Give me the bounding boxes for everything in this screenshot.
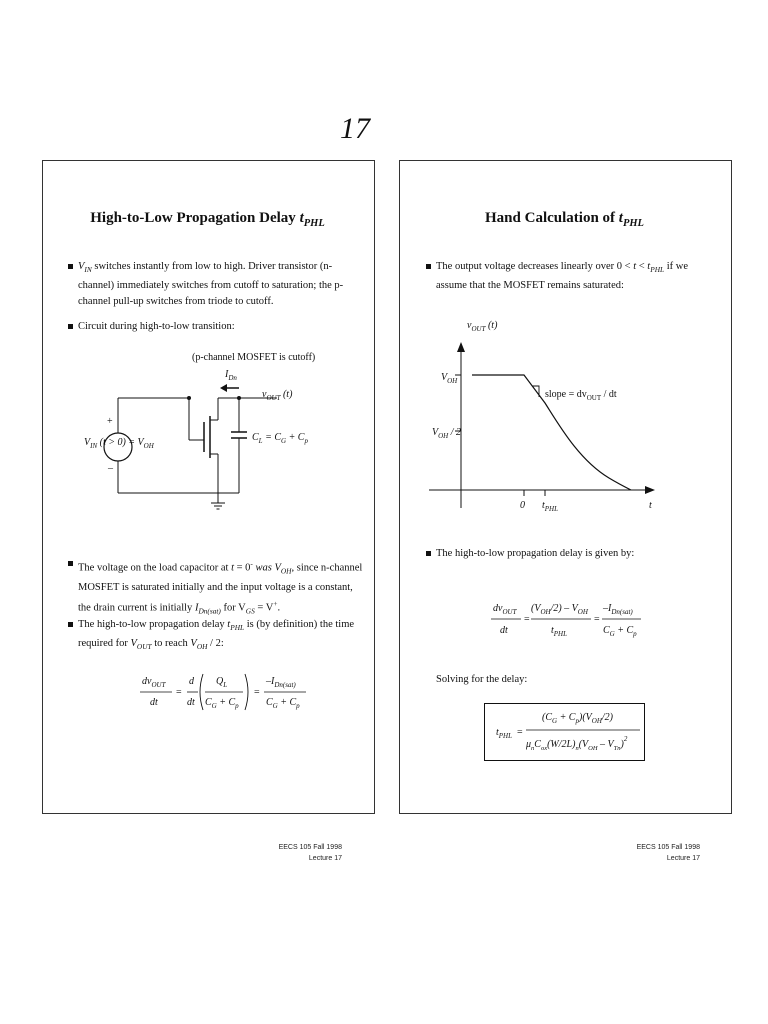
eq-q: $Q_L$ [216,676,228,689]
solving-text: Solving for the delay: [436,674,528,685]
right-slide-title: Hand Calculation of $t_{PHL}$ [485,210,644,229]
x-axis-arrowhead [645,486,655,494]
vin-label: $V_{IN}$ $(t > 0) = V_{OH}$ [84,437,154,450]
eq1-mid-den: $t_{PHL}$ [551,625,568,638]
eq2-equals: = [517,727,523,738]
eq-lhs-den: dt [150,697,158,708]
cutoff-label: (p-channel MOSFET is cutoff) [192,352,316,363]
eq1-lhs-den: dt [500,625,508,636]
eq-equals-1: = [176,687,182,698]
cap-label: $C_L = C_G + C_p$ [252,432,308,445]
current-label: $I_{Dn}$ [225,369,237,382]
x-t-label: t [649,500,652,511]
eq1-equals-2: = [594,614,600,625]
right-bullet-1: The output voltage decreases linearly over $0 < t < t_{PHL}$ if we assume that the MOSFET remains saturated: [436,259,706,294]
y-axis-label: $v_{OUT}$ (t) [467,320,498,333]
eq-equals-2: = [254,687,260,698]
eq-rhs-den: $C_G + C_p$ [266,697,300,710]
eq-rhs-num: $-I_{Dn(sat)}$ [266,676,296,689]
x-tphl-label: $t_{PHL}$ [542,500,559,513]
eq-cap-den: $C_G + C_p$ [205,697,239,710]
eq2-num: $(C_G + C_p)(V_{OH}/2)$ [542,712,613,725]
right-equation-1 [485,595,645,647]
voh-label: $V_{OH}$ [441,372,458,385]
eq-d: d [189,676,194,687]
eq1-mid-num: $(V_{OH}/2) - V_{OH}$ [531,603,588,616]
left-equation [130,668,310,724]
vout-label: $v_{OUT}$ (t) [262,389,293,402]
left-bullet-3: The voltage on the load capacitor at t = 0- was $V_{OH}$, since n-channel MOSFET is saturated initially and the input voltage is a constant, the drain current is initially $I_{Dn(sat)}$ for $V_{GS} = V^+$. [78,556,363,619]
minus-sign: – [108,463,113,474]
right-bullet-2: The high-to-low propagation delay is given by: [436,546,706,562]
current-arrowhead [220,384,227,392]
left-slide-title: High-to-Low Propagation Delay $t_{PHL}$ [90,210,325,229]
page-number: 17 [340,112,370,145]
eq-lhs-num: $dv_{OUT}$ [142,676,166,689]
left-bullet-4: The high-to-low propagation delay $t_{PHL}$ is (by definition) the time required for $V_{OUT}$ to reach $V_{OH} / 2$: [78,617,363,655]
eq1-rhs-num: $-I_{Dn(sat)}$ [603,603,633,616]
eq2-lhs: $t_{PHL}$ [496,727,513,740]
eq1-rhs-den: $C_G + C_p$ [603,625,637,638]
vout-graph [399,300,730,525]
right-footer: EECS 105 Fall 1998 Lecture 17 [636,844,700,862]
eq-dt: dt [187,697,195,708]
eq1-lhs-num: $dv_{OUT}$ [493,603,517,616]
x-zero-label: 0 [520,500,525,511]
left-footer: EECS 105 Fall 1998 Lecture 17 [278,844,342,862]
right-equation-2 [486,705,644,759]
plus-sign: + [107,416,113,427]
y-axis-arrowhead [457,342,465,352]
eq2-den: $\mu_nC_{ox}(W/2L)_n(V_{OH} - V_{Tn})^2$ [526,735,628,752]
circuit-diagram [42,340,373,540]
slope-label: slope = $dv_{OUT}$ / dt [545,389,617,402]
voh-half-label: $V_{OH} / 2$ [432,427,462,440]
left-bullet-1: $V_{IN}$ switches instantly from low to high. Driver transistor (n-channel) immediately switches from cutoff to saturation; the p-channel pull-up switches from triode to cutoff. [78,259,363,310]
eq1-equals-1: = [524,614,530,625]
left-bullet-2: Circuit during high-to-low transition: [78,319,363,335]
